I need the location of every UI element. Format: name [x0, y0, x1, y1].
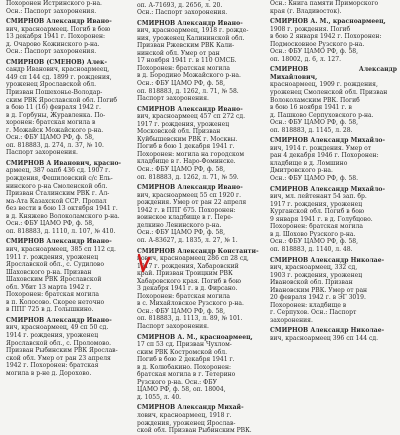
- entry-line: красноармеец, 1909 г. рождения,: [270, 81, 378, 89]
- entry-line: Паспорт захоронения.: [137, 95, 209, 103]
- red-check-mark-icon: [137, 252, 151, 274]
- entry-line: нинского р-на Смоленской обл.: [6, 182, 108, 190]
- entry-line: Призван Рыбинским РВК Ярослав-: [6, 347, 118, 355]
- entry-line: Осн.: ФБУ ЦАМО РФ, ф. 58,: [137, 166, 226, 174]
- entry-line: оп. А-71693, д. 2656, л. 20.: [137, 1, 223, 9]
- entry-line: 1917 г. рождения, уроженец: [270, 200, 363, 208]
- entry-line: Хабаровского края. Погиб в бою: [137, 277, 242, 285]
- entry-heading: СМИРНОВ Александр Ивано-: [6, 18, 112, 26]
- entry-line: делкино Ленинского р-на.: [137, 221, 222, 229]
- entry-line: кладбище в г. Наро-Фоминске.: [137, 158, 236, 166]
- column-2: [134, 0, 267, 435]
- register-entry: [270, 327, 397, 342]
- entry-line: сандр Иванович, красноармеец,: [6, 66, 110, 74]
- entry-line: в с. Михайловское Рузского р-на.: [137, 300, 244, 308]
- entry-line: оп. 818883, д. 1262, л. 71, № 59.: [137, 173, 239, 181]
- entry-heading: СМИРНОВ Александр Михай-: [137, 404, 244, 412]
- entry-line: Московской обл. Призван: [137, 128, 221, 136]
- entry-line: лович, красноармеец, 1918 г.: [137, 411, 232, 419]
- entry-heading: СМИРНОВ А Иванович, красно-: [6, 159, 122, 167]
- register-entry: [270, 66, 397, 134]
- entry-line: Шаховским РВК Ярославской: [6, 276, 102, 284]
- entry-line: 1911 г. рождения, уроженец: [6, 253, 99, 261]
- entry-line: рождения, Фешиловский с/с Ель-: [6, 175, 113, 183]
- register-entry: [6, 160, 131, 235]
- entry-line: братская могила в г. Тетерино: [137, 371, 236, 379]
- entry-line: Осн.: ФБУ ЦАМО РФ, ф. 58,: [270, 238, 359, 246]
- entry-heading: СМИРНОВ Александр Ивано-: [137, 105, 243, 113]
- entry-heading: СМИРНОВ (СМЕНОВ) Алек-: [6, 58, 108, 66]
- entry-line: Подмосковное Рузского р-на.: [270, 40, 365, 48]
- entry-line: хоронен: братская могила в: [6, 119, 96, 127]
- entry-line: 1942 г. Похоронен: братская: [6, 362, 99, 370]
- entry-line: Похоронен Истринского р-на.: [6, 0, 102, 7]
- entry-line: Погиб в бою 1 декабря 1941 г.: [137, 143, 235, 151]
- entry-line: в ППГ 725 в д. Голышкино.: [6, 306, 94, 314]
- entry-line: д. 1055, л. 40.: [137, 393, 182, 401]
- entry-line: оп. 818883, д. 1140, л. 48.: [270, 245, 353, 253]
- register-entry: [6, 0, 131, 15]
- entry-heading: СМИРНОВ А. М., красноармеец,: [137, 333, 253, 341]
- entry-line: 1903 г. рождения, уроженец: [270, 271, 363, 279]
- entry-line: ния, уроженец Калининской обл.: [137, 34, 245, 42]
- entry-heading: СМИРНОВ Александр Ивано-: [137, 184, 243, 192]
- register-entry: [137, 20, 264, 103]
- entry-line: оп. 818883, д. 1113, л. 89, № 101.: [137, 315, 243, 323]
- entry-line: ма-Ата Казахской ССР. Пропал: [6, 197, 107, 205]
- entry-line: 17 сп 53 сд. Призван Чухлом-: [137, 341, 232, 349]
- entry-line: вич, красноармеец 457 сп 272 сд.: [137, 113, 246, 121]
- entry-line: Курганской обл. Погиб в бою: [270, 208, 365, 216]
- entry-line: армеец, 387 оапб 436 сд. 1907 г.: [6, 167, 111, 175]
- entry-line: Осн.: ФБУ ЦАМО РФ, ф. 58,: [6, 220, 95, 228]
- entry-line: уроженец Смоленской обл. Призван: [270, 89, 388, 97]
- entry-heading: СМИРНОВ Александр Ивано-: [6, 238, 112, 246]
- entry-line: оп. 18002, д. 6, л. 127.: [270, 55, 342, 63]
- entry-line: вич, 1914 г. рождения. Умер от: [270, 144, 372, 152]
- register-entry: [137, 404, 264, 434]
- register-entry: [6, 317, 131, 377]
- entry-line: Похоронен: братская могила: [270, 223, 364, 231]
- entry-line: в п. Колосово. Скорее неточно: [6, 298, 105, 306]
- entry-line: оп. 818883, д. 1145, л. 28.: [270, 126, 353, 134]
- register-entry: [137, 0, 264, 17]
- entry-line: могила в р-не д. Дорохово.: [6, 369, 92, 377]
- entry-heading: СМИРНОВ Александр Ивано-: [6, 316, 112, 324]
- register-entry: [137, 184, 264, 244]
- entry-line: рождения, уроженец Ярослав-: [137, 419, 236, 427]
- column-1: [0, 0, 134, 400]
- register-entry: [270, 0, 397, 15]
- entry-line: в бою 16 ноября 1941 г. в: [270, 104, 352, 112]
- entry-line: Осн.: Паспорт захоронения.: [6, 7, 97, 15]
- entry-line: рождения. Умер от ран 22 апреля: [137, 199, 247, 207]
- entry-line: ЦАМО РФ, ф. 58, оп. 18004,: [137, 386, 226, 394]
- entry-line: в бою 2 января 1942 г. Похоронен:: [270, 33, 382, 41]
- entry-line: Ярославской обл., с. Проломово.: [6, 339, 112, 347]
- entry-line: Рузского р-на. Осн.: ФБУ: [137, 378, 217, 386]
- entry-line: 1917 г. рождения, Хабаровский: [137, 262, 239, 270]
- entry-line: Осн.: ФБУ ЦАМО РФ, ф. 58,: [270, 119, 359, 127]
- entry-line: 1917 г. рождения, уроженец: [137, 120, 230, 128]
- entry-line: Осн.: ФБУ ЦАМО РФ, ф. 58,: [6, 134, 95, 142]
- entry-line: край. Призван Троицким РВК: [137, 270, 233, 278]
- column-3: [267, 0, 400, 400]
- entry-line: Похоронен: братская могила: [6, 291, 100, 299]
- register-entry: [270, 257, 397, 325]
- entry-line: 449 сп 144 сд. 1899 г. рождения,: [6, 73, 112, 81]
- entry-line: вич, красноармеец, 1918 г. рожде-: [137, 27, 249, 35]
- register-entry: [6, 59, 131, 157]
- entry-line: Осн.: ФБУ ЦАМО РФ, ф. 58,: [137, 229, 226, 237]
- entry-line: Осн.: Паспорт захоронения.: [137, 9, 228, 17]
- entry-line: Ивановским РВК. Умер от ран: [270, 286, 368, 294]
- entry-line: 1942 г. в ППГ 675. Похоронен:: [137, 206, 236, 214]
- entry-line: нинской обл. Умер от ран: [137, 49, 220, 57]
- entry-line: Паспорт захоронения.: [137, 322, 209, 330]
- entry-line: в д. Горбуны, Журавленка. По-: [6, 111, 106, 119]
- entry-line: оп. А-83627, д. 1835, л. 27, № 1.: [137, 236, 238, 244]
- register-entry: [137, 106, 264, 181]
- entry-line: ским РВК Ярославской обл. Погиб: [6, 96, 118, 104]
- entry-line: Осн.: Книга памяти Приморского: [270, 0, 379, 7]
- entry-line: вич, красноармеец. Погиб в бою: [6, 25, 111, 33]
- entry-line: г. Серпухов. Осн.: Паспорт: [270, 309, 357, 317]
- entry-line: кладбище в д. Ломшино: [270, 159, 348, 167]
- entry-line: уроженец Ярославской обл.: [6, 81, 97, 89]
- entry-line: Призван Ржевским РВК Кали-: [137, 42, 235, 50]
- entry-line: Паспорт захоронения.: [6, 149, 78, 157]
- entry-line: 3 декабря 1941 г. в д. Фирсано.: [137, 285, 238, 293]
- entry-line: без вести в бою 13 октября 1941 г.: [6, 205, 118, 213]
- entry-line: вич, красноармеец, 49 сп 50 сд.: [6, 324, 109, 332]
- register-entry: [6, 238, 131, 313]
- entry-line: Осн.: ФБУ ЦАМО РФ, ф. 58.: [270, 175, 359, 183]
- entry-line: в д. Княжево Волоколамского р-на.: [6, 212, 120, 220]
- entry-line: Шаховского р-на. Призван: [6, 268, 92, 276]
- entry-line: края (г. Владивосток).: [270, 7, 342, 15]
- entry-line: 9 января 1941 г. в д. Голубцово.: [270, 215, 373, 223]
- entry-line: вич, мл. лейтенант 54 зап. бр.: [270, 193, 367, 201]
- entry-line: Призван Пошехонье-Володар-: [6, 89, 103, 97]
- entry-line: 20 февраля 1942 г. в ЭГ 3019.: [270, 294, 366, 302]
- entry-line: Осн.: ФБУ ЦАМО РФ, ф. 58,: [137, 307, 226, 315]
- entry-line: Ивановской обл. Призван: [270, 279, 353, 287]
- entry-line: Погиб в бою 2 декабря 1941 г.: [137, 356, 235, 364]
- entry-line: д. Очарово Кожинского р-на.: [6, 40, 100, 48]
- entry-line: нович, красноармеец 286 сп 28 сд,: [137, 255, 249, 263]
- entry-line: в д. Шохово Рузского р-на.: [270, 230, 356, 238]
- entry-line: Похоронен: могила на городском: [137, 150, 245, 158]
- entry-line: ран 4 декабря 1946 г. Похоронен:: [270, 152, 379, 160]
- entry-line: Похоронен: братская могила: [137, 292, 231, 300]
- entry-heading: СМИРНОВ Александр Михайло-: [270, 185, 386, 193]
- entry-line: вич, красноармеец 396 сп 144 сд.: [270, 334, 379, 342]
- register-entry: [137, 248, 264, 331]
- entry-heading: СМИРНОВ Александр Михайлович,: [270, 66, 397, 81]
- entry-line: 1914 г. рождения, уроженец: [6, 331, 99, 339]
- entry-heading: СМИРНОВ Александр Михайло-: [270, 137, 386, 145]
- entry-heading: СМИРНОВ Александр Константи-: [137, 247, 259, 255]
- entry-line: в бою 11 (16) февраля 1942 г.: [6, 104, 101, 112]
- entry-line: в д. Бородино Можайского р-на.: [137, 72, 241, 80]
- entry-line: Волоколамским РВК. Погиб: [270, 96, 360, 104]
- entry-line: ской обл. Призван Рыбинским РВК.: [137, 427, 252, 435]
- register-entry: [270, 137, 397, 182]
- entry-line: Осн.: ФБУ ЦАМО РФ, ф. 58,: [270, 48, 359, 56]
- entry-heading: СМИРНОВ Александр Николае-: [270, 256, 385, 264]
- entry-heading: СМИРНОВ Александр Николае-: [270, 327, 385, 335]
- entry-line: 1908 г. рождения. Погиб: [270, 25, 351, 33]
- entry-line: оп. 818883, д. 1110, л. 107, № 410.: [6, 227, 116, 235]
- entry-line: Куйбышевским РВК г. Москвы.: [137, 135, 238, 143]
- entry-line: 17 ноября 1941 г. в 110 ОМСБ.: [137, 57, 237, 65]
- entry-line: в д. Колюбакино. Похоронен:: [137, 363, 232, 371]
- entry-line: Призван Сталинским РВК г. Ал-: [6, 190, 110, 198]
- entry-line: ской обл. Умер от ран 23 апреля: [6, 354, 111, 362]
- entry-line: вич, красноармеец 55 сп 1920 г.: [137, 191, 242, 199]
- entry-line: Осн.: Паспорт захоронения.: [6, 48, 97, 56]
- entry-line: Осн.: ФБУ ЦАМО РФ, ф. 58,: [137, 80, 226, 88]
- entry-line: 13 декабря 1941 г. Похоронен:: [6, 33, 106, 41]
- entry-line: оп. 818883, д. 274, л. 37, № 10.: [6, 141, 104, 149]
- entry-heading: СМИРНОВ А. М., красноармеец,: [270, 18, 386, 26]
- register-entry: [6, 18, 131, 56]
- entry-line: Дмитровского р-на.: [270, 167, 333, 175]
- entry-line: Похоронен: кладбище в: [270, 301, 347, 309]
- entry-line: захоронения.: [270, 316, 313, 324]
- entry-line: вич, красноармеец, 385 сп 112 сд.: [6, 245, 116, 253]
- entry-heading: СМИРНОВ Александр Ивано-: [137, 19, 243, 27]
- entry-line: оп. 818883, д. 1262, л. 71, № 58.: [137, 87, 239, 95]
- entry-line: д. Пашково Серпуховского р-на.: [270, 111, 374, 119]
- entry-line: ским РВК Костромской обл.: [137, 348, 228, 356]
- entry-line: г. Можайск Можайского р-на.: [6, 126, 104, 134]
- entry-line: вич, красноармеец, 332 сд,: [270, 264, 358, 272]
- entry-line: обл. Убит 13 марта 1942 г.: [6, 283, 92, 291]
- entry-line: Похоронен: братская могила: [137, 64, 231, 72]
- register-entry: [137, 334, 264, 402]
- register-entry: [270, 186, 397, 254]
- entry-line: воинское кладбище в г. Пере-: [137, 214, 233, 222]
- entry-line: Ярославской обл., с. Судилово: [6, 261, 104, 269]
- register-entry: [270, 18, 397, 63]
